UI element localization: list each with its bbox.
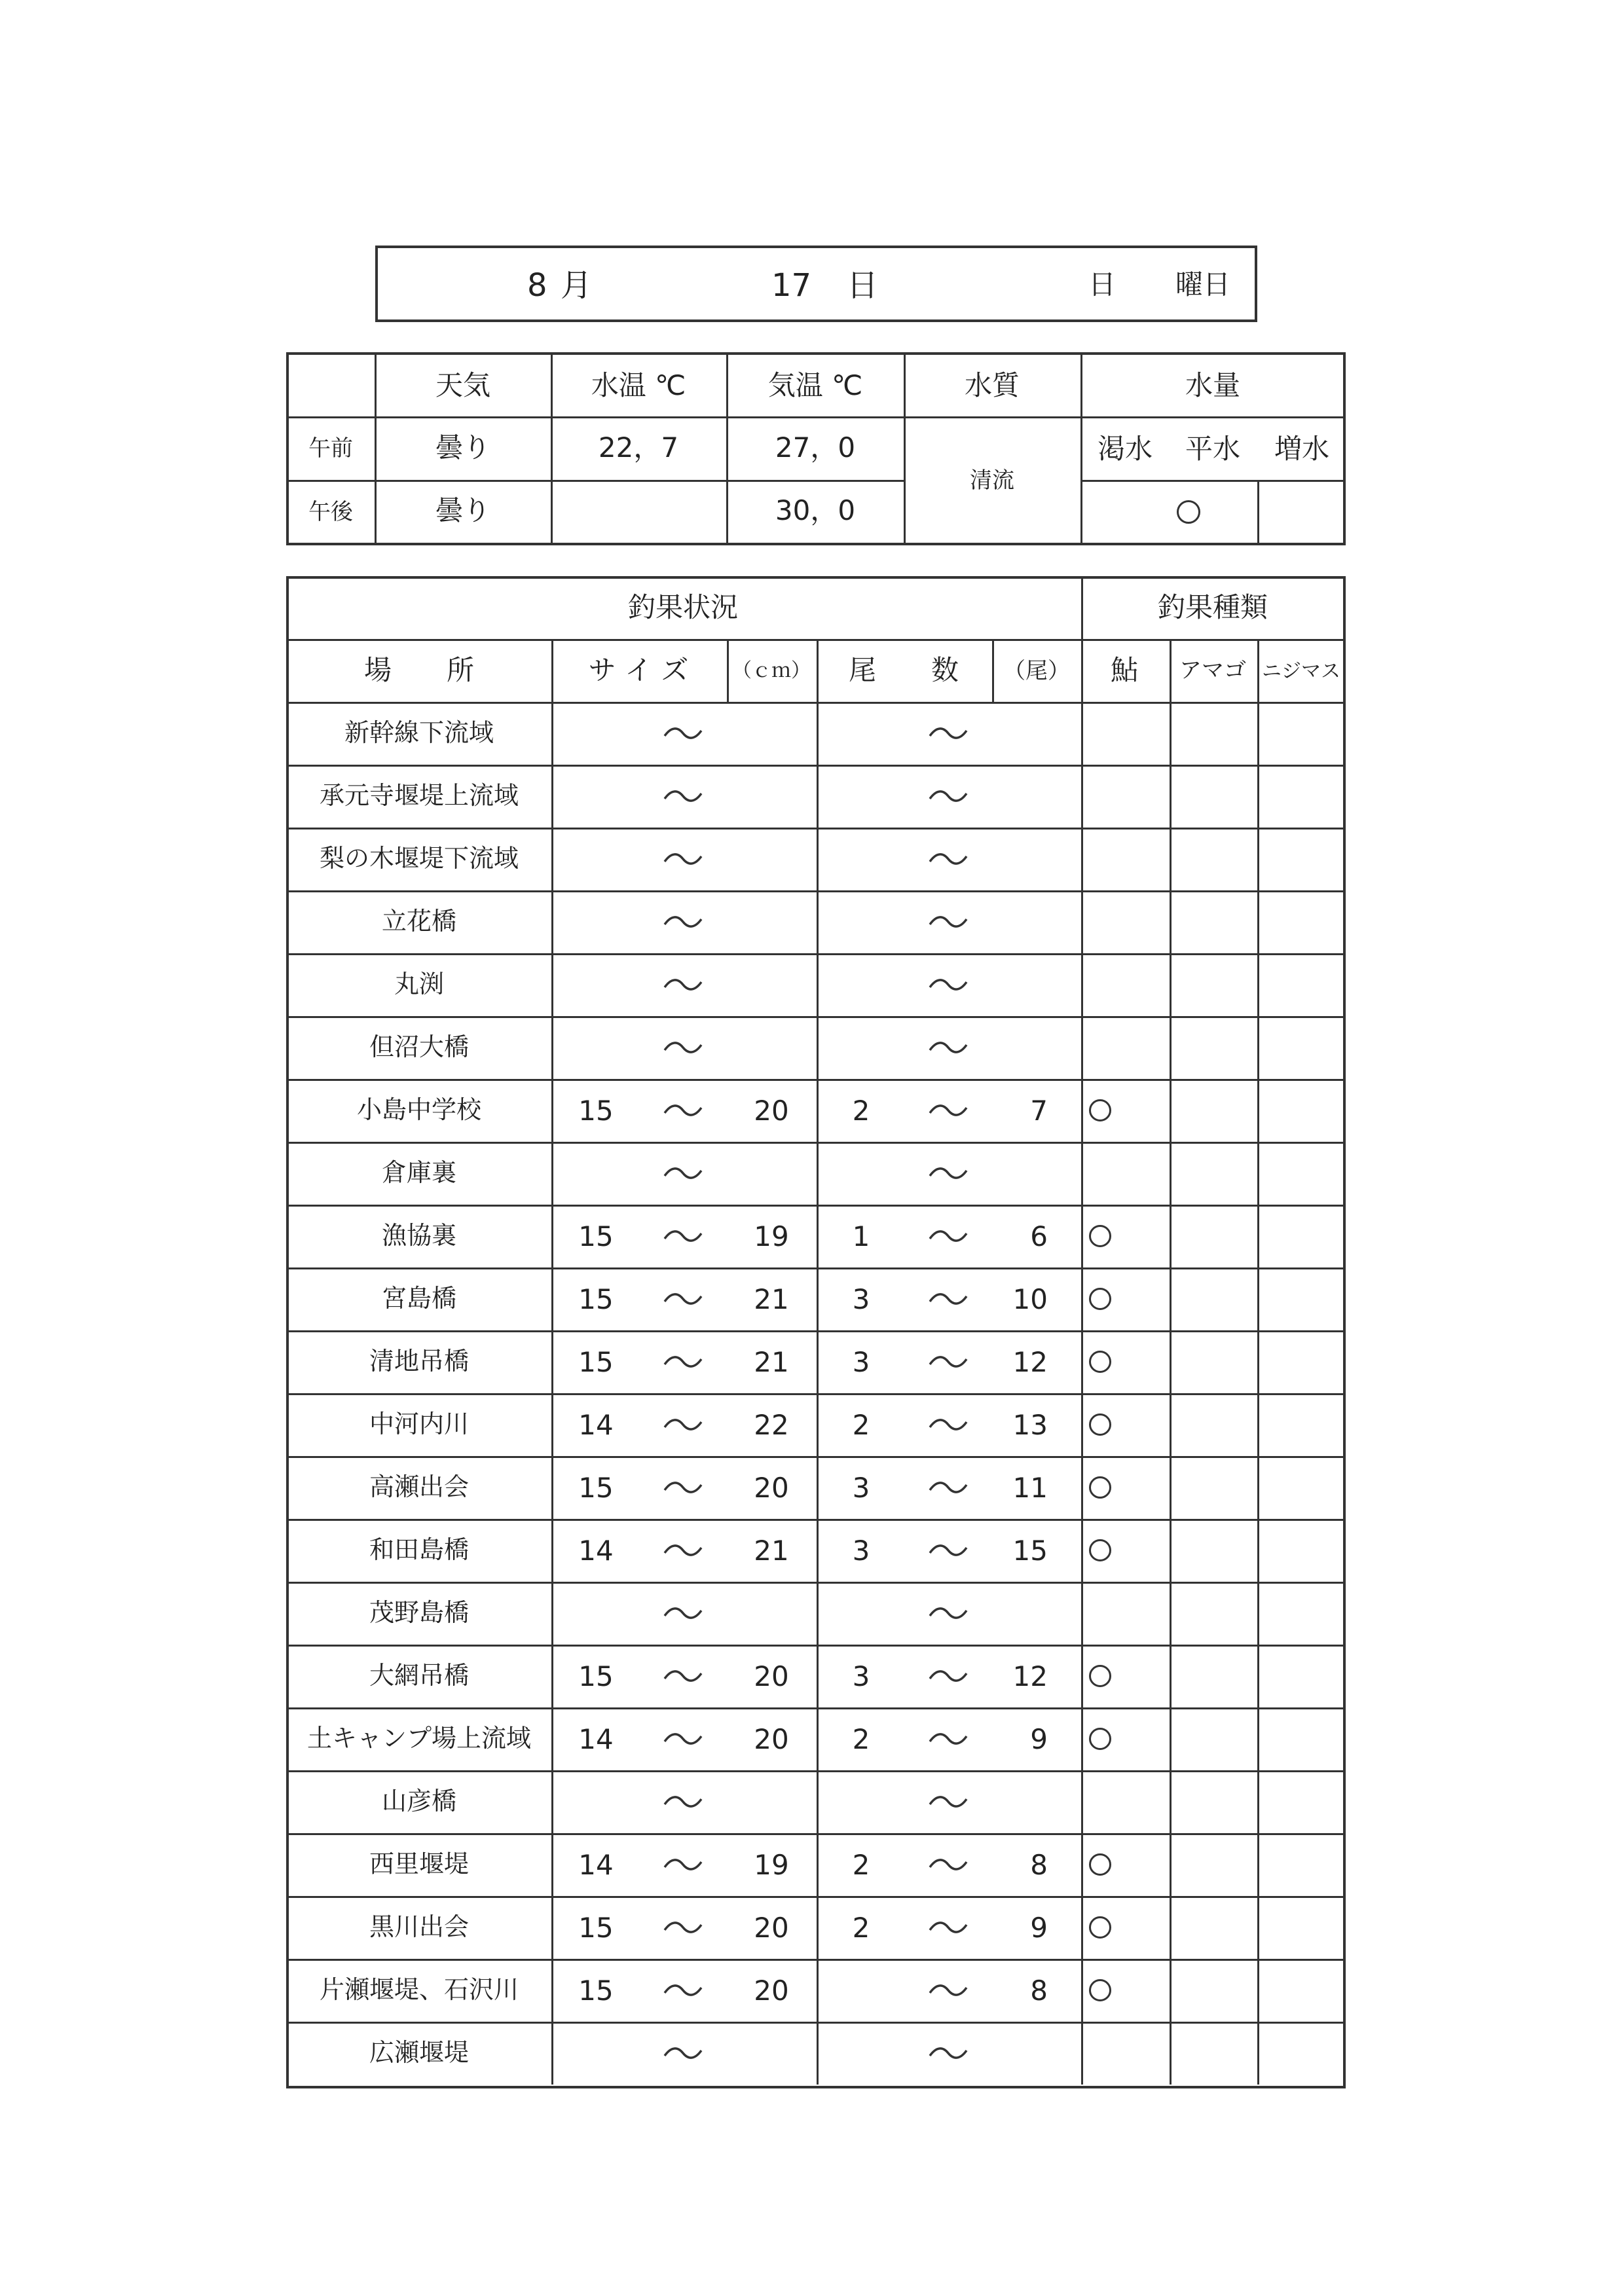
count-min: 2	[852, 1723, 870, 1755]
col-size: サ イ ズ	[588, 654, 689, 686]
count-range-tilde	[929, 1542, 968, 1558]
day-value: 17	[771, 267, 812, 304]
size-max: 19	[754, 1220, 789, 1252]
place-name: 片瀬堰堤、石沢川	[319, 1975, 519, 2004]
place-name: 高瀬出会	[369, 1472, 470, 1501]
water-level-option-high: 増水	[1274, 433, 1330, 465]
weekday-value: 日	[1088, 268, 1116, 301]
size-min: 14	[578, 1535, 614, 1567]
grid-row-line	[286, 1519, 1346, 1521]
count-max: 13	[1012, 1409, 1048, 1441]
ayu-caught-mark	[1089, 1665, 1111, 1687]
count-min: 1	[852, 1220, 870, 1252]
size-min: 15	[578, 1220, 614, 1252]
size-min: 15	[578, 1472, 614, 1504]
col-count: 尾 数	[848, 654, 959, 686]
ayu-caught-mark	[1089, 1728, 1111, 1750]
count-max: 10	[1012, 1283, 1048, 1315]
size-max: 21	[754, 1283, 789, 1315]
size-max: 20	[754, 1472, 789, 1504]
count-range-tilde	[929, 1982, 968, 1998]
grid-row-line	[286, 2022, 1346, 2024]
grid-row-line	[286, 1330, 1346, 1332]
grid-row-line	[286, 1393, 1346, 1395]
count-range-tilde	[929, 1165, 968, 1181]
size-max: 21	[754, 1535, 789, 1567]
size-range-tilde	[663, 1480, 703, 1495]
count-range-tilde	[929, 1480, 968, 1495]
count-range-tilde	[929, 1417, 968, 1432]
place-name: 新幹線下流域	[344, 718, 494, 747]
size-range-tilde	[663, 1982, 703, 1998]
place-name: 茂野島橋	[369, 1598, 470, 1627]
count-min: 3	[852, 1660, 870, 1692]
grid-col-line	[817, 639, 819, 2085]
ayu-caught-mark	[1089, 1916, 1111, 1939]
count-range-tilde	[929, 914, 968, 930]
grid-row-line	[286, 1142, 1346, 1144]
col-size-unit: （ｃｍ）	[732, 659, 811, 682]
grid-row-line	[286, 1267, 1346, 1269]
size-range-tilde	[663, 1542, 703, 1558]
grid-col-line	[1257, 639, 1259, 2085]
size-range-tilde	[663, 1731, 703, 1747]
count-max: 9	[1030, 1912, 1048, 1944]
water-quality-value: 清流	[970, 467, 1014, 494]
count-range-tilde	[929, 788, 968, 804]
am-water-temp: 22，7	[598, 431, 679, 464]
size-range-tilde	[663, 1291, 703, 1307]
count-min: 2	[852, 1095, 870, 1127]
place-name: 梨の木堰堤下流域	[319, 844, 519, 873]
grid-row-line	[286, 1456, 1346, 1458]
grid-row-line	[286, 828, 1346, 829]
count-min: 2	[852, 1849, 870, 1881]
count-range-tilde	[929, 1228, 968, 1244]
grid-row-line	[286, 1833, 1346, 1835]
count-max: 7	[1030, 1095, 1048, 1127]
ayu-caught-mark	[1089, 1853, 1111, 1876]
size-max: 20	[754, 1723, 789, 1755]
size-range-tilde	[663, 1605, 703, 1621]
place-name: 和田島橋	[369, 1535, 470, 1564]
species-section-title: 釣果種類	[1157, 591, 1268, 623]
size-range-tilde	[663, 2045, 703, 2061]
grid-row-line	[286, 1959, 1346, 1961]
ayu-caught-mark	[1089, 1539, 1111, 1561]
count-max: 6	[1030, 1220, 1048, 1252]
place-name: 立花橋	[381, 907, 457, 936]
place-name: 中河内川	[369, 1410, 470, 1438]
count-range-tilde	[929, 977, 968, 993]
grid-row-line	[286, 765, 1346, 767]
water-level-normal-mark	[1177, 500, 1200, 524]
count-min: 3	[852, 1283, 870, 1315]
grid-row-line	[286, 1770, 1346, 1772]
ayu-caught-mark	[1089, 1099, 1111, 1121]
size-min: 15	[578, 1095, 614, 1127]
size-range-tilde	[663, 1228, 703, 1244]
size-range-tilde	[663, 851, 703, 867]
size-min: 15	[578, 1912, 614, 1944]
size-range-tilde	[663, 1920, 703, 1935]
size-min: 15	[578, 1975, 614, 2007]
pm-air-temp: 30，0	[775, 494, 856, 526]
grid-row-line	[286, 1582, 1346, 1584]
ayu-caught-mark	[1089, 1288, 1111, 1310]
header-water-quality: 水質	[964, 369, 1020, 401]
size-range-tilde	[663, 788, 703, 804]
size-max: 20	[754, 1095, 789, 1127]
count-range-tilde	[929, 725, 968, 741]
size-range-tilde	[663, 1354, 703, 1370]
count-range-tilde	[929, 1857, 968, 1872]
grid-row-line	[286, 639, 1346, 641]
species-amago: アマゴ	[1179, 657, 1246, 683]
grid-col-line	[1081, 576, 1083, 2085]
count-range-tilde	[929, 1291, 968, 1307]
month-label: 月	[561, 267, 593, 304]
pm-weather: 曇り	[435, 494, 491, 526]
place-name: 宮島橋	[381, 1284, 457, 1313]
place-name: 大網吊橋	[369, 1661, 470, 1690]
count-range-tilde	[929, 1731, 968, 1747]
size-range-tilde	[663, 1417, 703, 1432]
count-min: 2	[852, 1912, 870, 1944]
grid-col-line	[551, 639, 553, 2085]
size-min: 15	[578, 1283, 614, 1315]
ayu-caught-mark	[1089, 1225, 1111, 1247]
grid-col-line	[727, 639, 729, 702]
size-range-tilde	[663, 1102, 703, 1118]
count-max: 9	[1030, 1723, 1048, 1755]
size-range-tilde	[663, 725, 703, 741]
ayu-caught-mark	[1089, 1351, 1111, 1373]
place-name: 山彦橋	[381, 1787, 457, 1815]
grid-row-line	[286, 1079, 1346, 1081]
header-water-level: 水量	[1185, 369, 1241, 401]
count-min: 3	[852, 1346, 870, 1378]
count-max: 8	[1030, 1849, 1048, 1881]
size-range-tilde	[663, 1857, 703, 1872]
size-range-tilde	[663, 1040, 703, 1055]
place-name: 但沼大橋	[369, 1032, 470, 1061]
water-level-option-low: 渇水	[1097, 433, 1153, 465]
size-max: 20	[754, 1975, 789, 2007]
am-label: 午前	[308, 435, 353, 462]
count-range-tilde	[929, 1102, 968, 1118]
count-min: 2	[852, 1409, 870, 1441]
size-min: 15	[578, 1346, 614, 1378]
count-max: 12	[1012, 1660, 1048, 1692]
species-ayu: 鮎	[1110, 654, 1139, 686]
place-name: 小島中学校	[356, 1095, 482, 1124]
grid-row-line	[286, 1205, 1346, 1207]
count-range-tilde	[929, 1794, 968, 1810]
count-range-tilde	[929, 1040, 968, 1055]
place-name: 丸渕	[394, 970, 445, 998]
count-range-tilde	[929, 1920, 968, 1935]
size-min: 15	[578, 1660, 614, 1692]
am-weather: 曇り	[435, 431, 491, 464]
am-air-temp: 27，0	[775, 431, 856, 464]
size-max: 20	[754, 1912, 789, 1944]
place-name: 広瀬堰堤	[369, 2038, 470, 2067]
size-max: 21	[754, 1346, 789, 1378]
ayu-caught-mark	[1089, 1979, 1111, 2001]
size-range-tilde	[663, 1794, 703, 1810]
place-name: 西里堰堤	[369, 1850, 470, 1878]
count-range-tilde	[929, 851, 968, 867]
count-range-tilde	[929, 1354, 968, 1370]
count-min: 3	[852, 1535, 870, 1567]
count-range-tilde	[929, 1668, 968, 1684]
size-range-tilde	[663, 914, 703, 930]
header-weather: 天気	[435, 369, 491, 401]
grid-row-line	[286, 702, 1346, 704]
place-name: 土キャンプ場上流域	[306, 1724, 532, 1753]
place-name: 漁協裏	[381, 1221, 457, 1250]
catch-section-title: 釣果状況	[627, 591, 739, 623]
grid-row-line	[286, 1896, 1346, 1898]
size-max: 22	[754, 1409, 789, 1441]
grid-row-line	[286, 890, 1346, 892]
weekday-label: 曜日	[1175, 268, 1231, 301]
count-max: 8	[1030, 1975, 1048, 2007]
count-min: 3	[852, 1472, 870, 1504]
place-name: 倉庫裏	[381, 1158, 457, 1187]
size-max: 20	[754, 1660, 789, 1692]
month-value: 8	[527, 267, 547, 304]
col-place: 場 所	[363, 654, 475, 686]
col-count-unit: （尾）	[1003, 658, 1070, 684]
count-max: 12	[1012, 1346, 1048, 1378]
size-min: 14	[578, 1409, 614, 1441]
date-bar	[375, 246, 1257, 322]
ayu-caught-mark	[1089, 1476, 1111, 1499]
size-max: 19	[754, 1849, 789, 1881]
place-name: 承元寺堰堤上流域	[319, 781, 519, 810]
grid-col-line	[1170, 639, 1172, 2085]
size-range-tilde	[663, 1165, 703, 1181]
count-range-tilde	[929, 1605, 968, 1621]
place-name: 黒川出会	[369, 1912, 470, 1941]
header-water-temp: 水温 ℃	[591, 369, 686, 401]
water-level-option-normal: 平水	[1185, 433, 1241, 465]
place-name: 清地吊橋	[369, 1347, 470, 1376]
grid-row-line	[286, 1645, 1346, 1647]
size-range-tilde	[663, 977, 703, 993]
day-label: 日	[847, 267, 879, 304]
pm-label: 午後	[308, 499, 353, 525]
size-range-tilde	[663, 1668, 703, 1684]
size-min: 14	[578, 1849, 614, 1881]
grid-row-line	[286, 1707, 1346, 1709]
size-min: 14	[578, 1723, 614, 1755]
grid-row-line	[286, 953, 1346, 955]
grid-col-line	[992, 639, 994, 702]
species-nijimasu: ニジマス	[1262, 660, 1340, 683]
count-max: 11	[1012, 1472, 1048, 1504]
header-air-temp: 気温 ℃	[767, 369, 863, 401]
count-range-tilde	[929, 2045, 968, 2061]
grid-row-line	[286, 1016, 1346, 1018]
ayu-caught-mark	[1089, 1413, 1111, 1436]
count-max: 15	[1012, 1535, 1048, 1567]
